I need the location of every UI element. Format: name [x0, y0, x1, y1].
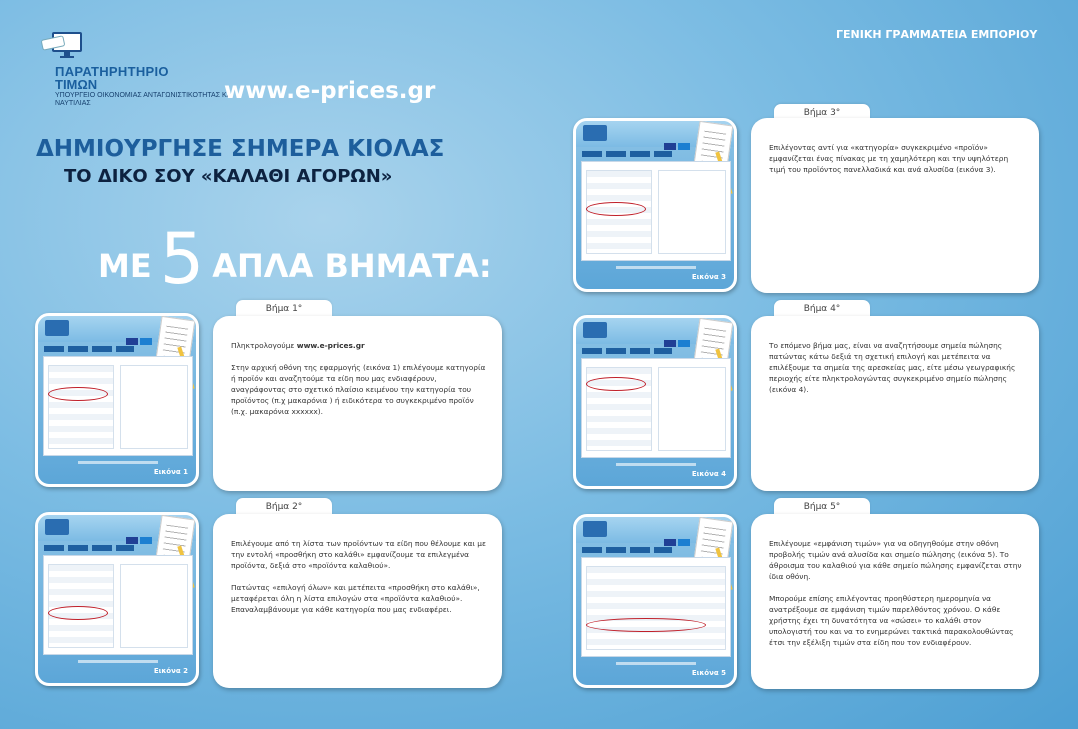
figure-label: Εικόνα 2 [153, 667, 188, 675]
headline-line1: ΔΗΜΙΟΥΡΓΗΣΕ ΣΗΜΕΡΑ ΚΙΟΛΑΣ [36, 136, 445, 162]
headline-line2: ΤΟ ΔΙΚΟ ΣΟΥ «ΚΑΛΑΘΙ ΑΓΟΡΩΝ» [64, 166, 393, 187]
step1-url: www.e-prices.gr [296, 341, 365, 350]
step-card-3 [751, 118, 1039, 293]
step5-text-2: Μπορούμε επίσης επιλέγοντας προηθύστερη ημερομηνία να ανατρέξουμε σε εμφάνιση τιμών παρελθόντος χρόνου. Ο κάθε χρήστης έχει τη δυνατότητα να «σώσει» το καλάθι στον υπολογιστή του και να το ενημερώνει τακτικά παρακολουθώντας έτσι την εξέλιξη τιμών στα είδη που τον ενδιαφέρουν. [769, 594, 1014, 647]
logo-title: ΠΑΡΑΤΗΡΗΤΗΡΙΟ [55, 64, 169, 79]
figure-label: Εικόνα 1 [153, 468, 188, 476]
step-card-2 [213, 514, 502, 688]
step2-text-1: Επιλέγουμε από τη λίστα των προϊόντων τα είδη που θέλουμε και με την εντολή «προσθήκη στο καλάθι» εμφανίζουμε τα επιλεγμένα προϊόντα, δεξιά στο «προϊόντα καλαθιού». [231, 539, 486, 570]
app-logo-icon [583, 521, 607, 537]
ministry-label: ΓΕΝΙΚΗ ΓΡΑΜΜΑΤΕΙΑ ΕΜΠΟΡΙΟΥ [836, 28, 1038, 41]
step-card-4 [751, 316, 1039, 491]
logo-subtitle: ΤΙΜΩΝ [55, 77, 98, 92]
screenshot-step-4 [573, 315, 737, 489]
app-logo-icon [45, 320, 69, 336]
headline-pre: ΜΕ [98, 247, 152, 285]
step5-text-1: Επιλέγουμε «εμφάνιση τιμών» για να οδηγηθούμε στην οθόνη προβολής τιμών ανά αλυσίδα και σημείο πώλησης (εικόνα 5). Το άθροισμα του καλαθιού για κάθε σημείο πώλησης εμφανίζεται στην ίδια οθόνη. [769, 539, 1022, 581]
logo-ministry: ΥΠΟΥΡΓΕΙΟ ΟΙΚΟΝΟΜΙΑΣ ΑΝΤΑΓΩΝΙΣΤΙΚΟΤΗΤΑΣ ΚΑΙ ΝΑΥΤΙΛΙΑΣ [55, 92, 234, 107]
step-tab-2: Βήμα 2° [236, 498, 332, 518]
app-logo-icon [583, 125, 607, 141]
logo [38, 30, 234, 110]
figure-label: Εικόνα 5 [691, 669, 726, 677]
step3-text: Επιλέγοντας αντί για «κατηγορία» συγκεκριμένο «προϊόν» εμφανίζεται ένας πίνακας με τη χαμηλότερη και την υψηλότερη τιμή του προϊόντος πανελλαδικά και ανά αλυσίδα (εικόνα 3). [769, 143, 1009, 174]
screenshot-step-1 [35, 313, 199, 487]
app-logo-icon [583, 322, 607, 338]
step-card-1 [213, 316, 502, 491]
figure-label: Εικόνα 4 [691, 470, 726, 478]
app-logo-icon [45, 519, 69, 535]
step-tab-4: Βήμα 4° [774, 300, 870, 320]
figure-label: Εικόνα 3 [691, 273, 726, 281]
step1-text: Στην αρχική οθόνη της εφαρμογής (εικόνα 1) επιλέγουμε κατηγορία ή προϊόν και αναζητούμε τα είδη που μας ενδιαφέρουν, αναγράφοντας στο σχετικό πλαίσιο κειμένου την κατηγορία του προϊόντος (π.χ μακαρόνια ) ή ειδικότερα το συγκεκριμένο προϊόν (π.χ. μακαρόνια xxxxxx). [231, 363, 486, 416]
monitor-icon [38, 30, 86, 62]
screenshot-step-3 [573, 118, 737, 292]
step1-intro: Πληκτρολογούμε [231, 341, 295, 350]
headline-line3 [98, 218, 492, 300]
step-tab-3: Βήμα 3° [774, 104, 870, 124]
step4-text: Το επόμενο βήμα μας, είναι να αναζητήσουμε σημεία πώλησης πατώντας κάτω δεξιά τη σχετική επιλογή και μετέπειτα να επιλέξουμε τα σημεία της αρεσκείας μας, είτε μέσω γεωγραφικής περιοχής είτε πληκτρολογώντας συγκεκριμένο σημείο πώλησης (εικόνα 4). [769, 341, 1016, 394]
screenshot-step-5 [573, 514, 737, 688]
headline-number: 5 [159, 218, 205, 300]
screenshot-step-2 [35, 512, 199, 686]
site-url[interactable]: www.e-prices.gr [224, 78, 436, 104]
step-tab-5: Βήμα 5° [774, 498, 870, 518]
headline-post: ΑΠΛΑ ΒΗΜΑΤΑ: [212, 247, 492, 285]
step-tab-1: Βήμα 1° [236, 300, 332, 320]
step-card-5 [751, 514, 1039, 689]
step2-text-2: Πατώντας «επιλογή όλων» και μετέπειτα «προσθήκη στο καλάθι», μεταφέρεται όλη η λίστα επιλογών στα «προϊόντα καλαθιού». Επαναλαμβάνουμε για κάθε κατηγορία που μας ενδιαφέρει. [231, 583, 480, 614]
